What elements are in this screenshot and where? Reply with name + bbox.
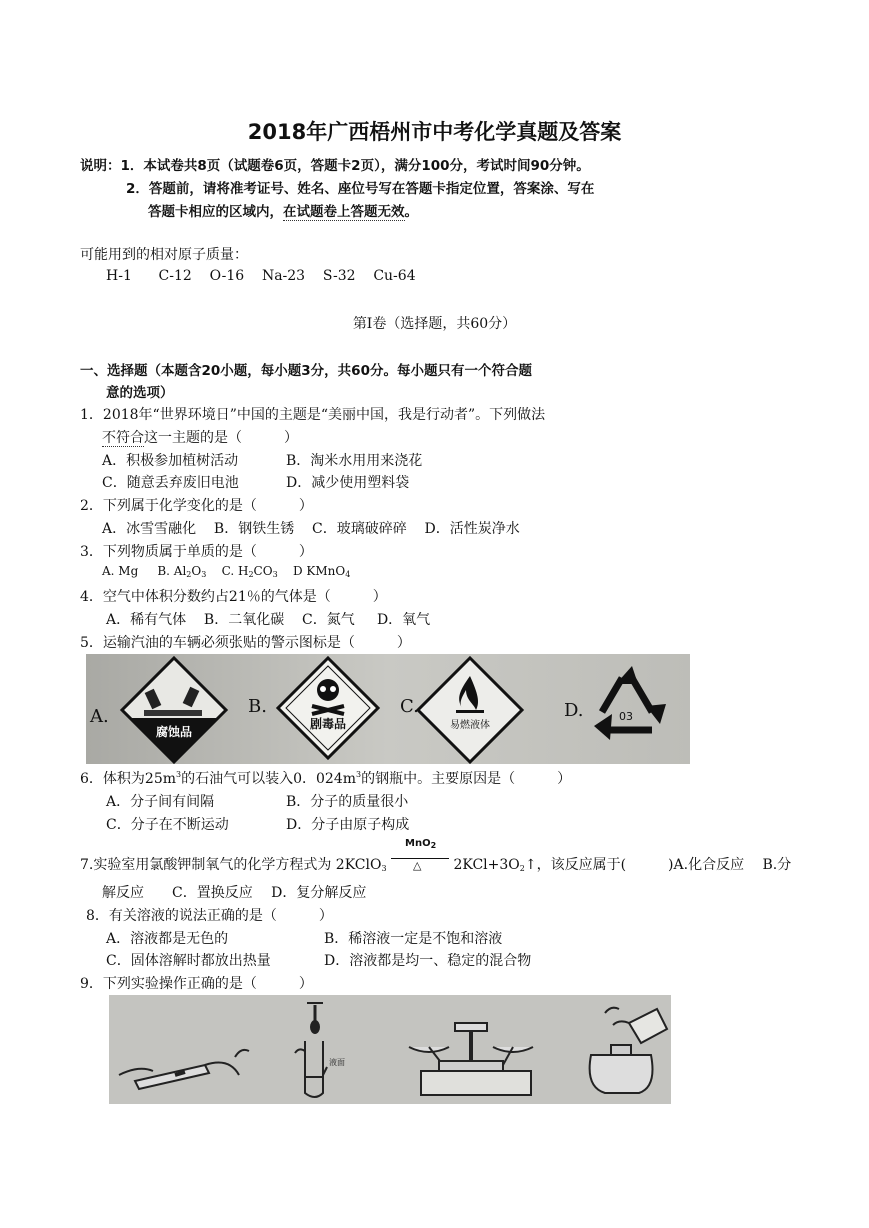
q7-stem-a: 7.实验室用氯酸钾制氧气的化学方程式为 2KClO xyxy=(80,857,382,873)
q3-c-el: C. H xyxy=(221,564,249,578)
q7-stem xyxy=(80,838,792,874)
q5-stem: 5．运输汽油的车辆必须张贴的警示图标是（ ） xyxy=(80,635,411,651)
q6-option-b: B．分子的质量很小 xyxy=(286,794,409,810)
q6-option-d: D．分子由原子构成 xyxy=(286,817,410,833)
instructions-line-2: 2．答题前，请将准考证号、姓名、座位号写在答题卡指定位置，答案涂、写在 xyxy=(126,181,595,197)
sign-b-letter: B. xyxy=(248,696,267,717)
q3-c-sub2: 3 xyxy=(272,570,278,579)
q6-option-c: C．分子在不断运动 xyxy=(106,817,229,833)
atomic-mass-values: H-1 C-12 O-16 Na-23 S-32 Cu-64 xyxy=(106,268,416,284)
q3-option-b xyxy=(157,564,206,578)
instructions-line-3 xyxy=(148,200,418,220)
section-heading-cont: 意的选项） xyxy=(106,385,174,401)
sign-a-text: 腐蚀品 xyxy=(155,725,193,739)
q7-sub-2: 2 xyxy=(519,864,525,873)
q6-stem xyxy=(80,768,571,788)
q3-c-sub1: 2 xyxy=(248,570,254,579)
q7-stem-b: 2KCl+3O xyxy=(453,857,520,873)
warning-signs-svg xyxy=(86,654,690,764)
atomic-mass-label: 可能用到的相对原子质量： xyxy=(80,247,248,263)
q1-stem: 1．2018年“世界环境日”中国的主题是“美丽中国，我是行动者”。下列做法 xyxy=(80,407,546,423)
q3-option-d xyxy=(293,564,350,578)
q7-stem-c: ↑，该反应属于( )A.化合反应 B.分 xyxy=(524,857,792,873)
q3-d-el: D KMnO xyxy=(292,564,346,578)
q7-sub-1: 3 xyxy=(381,864,387,873)
lab-operations-svg xyxy=(109,995,671,1104)
q3-d-sub: 4 xyxy=(345,570,351,579)
q3-b-o: O xyxy=(191,564,202,578)
q3-b-sub1: 2 xyxy=(186,570,192,579)
q5-warning-signs-photo xyxy=(86,654,690,764)
sign-d-letter: D. xyxy=(564,700,584,721)
part-one-heading: 第Ⅰ卷（选择题，共60分） xyxy=(352,316,517,332)
q3-b-sub2: 3 xyxy=(201,570,207,579)
q1-stem-rest: 这一主题的是（ ） xyxy=(144,430,298,446)
q6-stem-a: 6．体积为25m xyxy=(80,771,176,787)
q6-option-a: A．分子间有间隔 xyxy=(106,794,215,810)
sign-c-letter: C. xyxy=(400,696,419,717)
q9-stem: 9．下列实验操作正确的是（ ） xyxy=(80,976,313,992)
sign-b-text: 剧毒品 xyxy=(309,717,347,731)
q6-stem-c: 的钢瓶中。主要原因是（ ） xyxy=(361,771,572,787)
q4-options: A．稀有气体 B．二氧化碳 C．氮气 D．氧气 xyxy=(106,612,431,628)
q7-catalyst xyxy=(405,838,436,850)
liquid-level-label: 液面 xyxy=(329,1058,345,1067)
q8-option-a: A．溶液都是无色的 xyxy=(106,931,229,947)
q1-option-c: C．随意丢弃废旧电池 xyxy=(102,475,239,491)
instructions-line-3-end: 。 xyxy=(404,204,418,220)
q8-option-c: C．固体溶解时都放出热量 xyxy=(106,953,271,969)
q2-options: A．冰雪雪融化 B．钢铁生锈 C．玻璃破碎碎 D．活性炭净水 xyxy=(102,521,520,537)
q8-option-d: D．溶液都是均一、稳定的混合物 xyxy=(324,953,532,969)
q7-reaction-condition xyxy=(391,838,449,872)
q4-stem: 4．空气中体积分数约占21％的气体是（ ） xyxy=(80,589,387,605)
q7-catalyst-sub: 2 xyxy=(430,841,437,850)
sign-d-text: 03 xyxy=(619,710,633,723)
instructions-emphasis: 在试题卷上答题无效 xyxy=(283,204,405,220)
q2-stem: 2．下列属于化学变化的是（ ） xyxy=(80,498,313,514)
q9-lab-operations-photo xyxy=(109,995,671,1104)
page-title: 2018年广西梧州市中考化学真题及答案 xyxy=(247,120,622,144)
sign-a-letter: A. xyxy=(90,706,109,727)
q7-heat-symbol: △ xyxy=(413,859,422,872)
section-heading: 一、选择题（本题含20小题，每小题3分，共60分。每小题只有一个符合题 xyxy=(80,363,532,379)
q7-catalyst-text: MnO xyxy=(405,838,431,849)
q3-options xyxy=(102,564,350,579)
q1-stem-cont xyxy=(102,427,298,447)
q3-b-el: B. Al xyxy=(157,564,187,578)
q8-option-b: B．稀溶液一定是不饱和溶液 xyxy=(324,931,503,947)
q1-option-d: D．减少使用塑料袋 xyxy=(286,475,410,491)
q3-option-a: A. Mg xyxy=(102,564,139,578)
q6-sup-2: 3 xyxy=(356,770,362,779)
q1-option-b: B．淘米水用用来浇花 xyxy=(286,453,423,469)
q3-stem: 3．下列物质属于单质的是（ ） xyxy=(80,544,313,560)
q8-stem: 8．有关溶液的说法正确的是（ ） xyxy=(86,908,333,924)
q6-sup-1: 3 xyxy=(176,770,182,779)
sign-c-text: 易燃液体 xyxy=(450,720,490,731)
instructions-line-3-start: 答题卡相应的区域内， xyxy=(148,204,283,220)
instructions-line-1: 说明：1．本试卷共8页（试题卷6页，答题卡2页），满分100分，考试时间90分钟。 xyxy=(80,158,590,174)
q1-emphasis: 不符合 xyxy=(102,430,144,446)
q3-c-co: CO xyxy=(253,564,273,578)
q7-stem-cont: 解反应 C．置换反应 D．复分解反应 xyxy=(102,885,367,901)
q1-option-a: A．积极参加植树活动 xyxy=(102,453,239,469)
q3-option-c xyxy=(222,564,278,578)
q6-stem-b: 的石油气可以装入0．024m xyxy=(181,771,356,787)
